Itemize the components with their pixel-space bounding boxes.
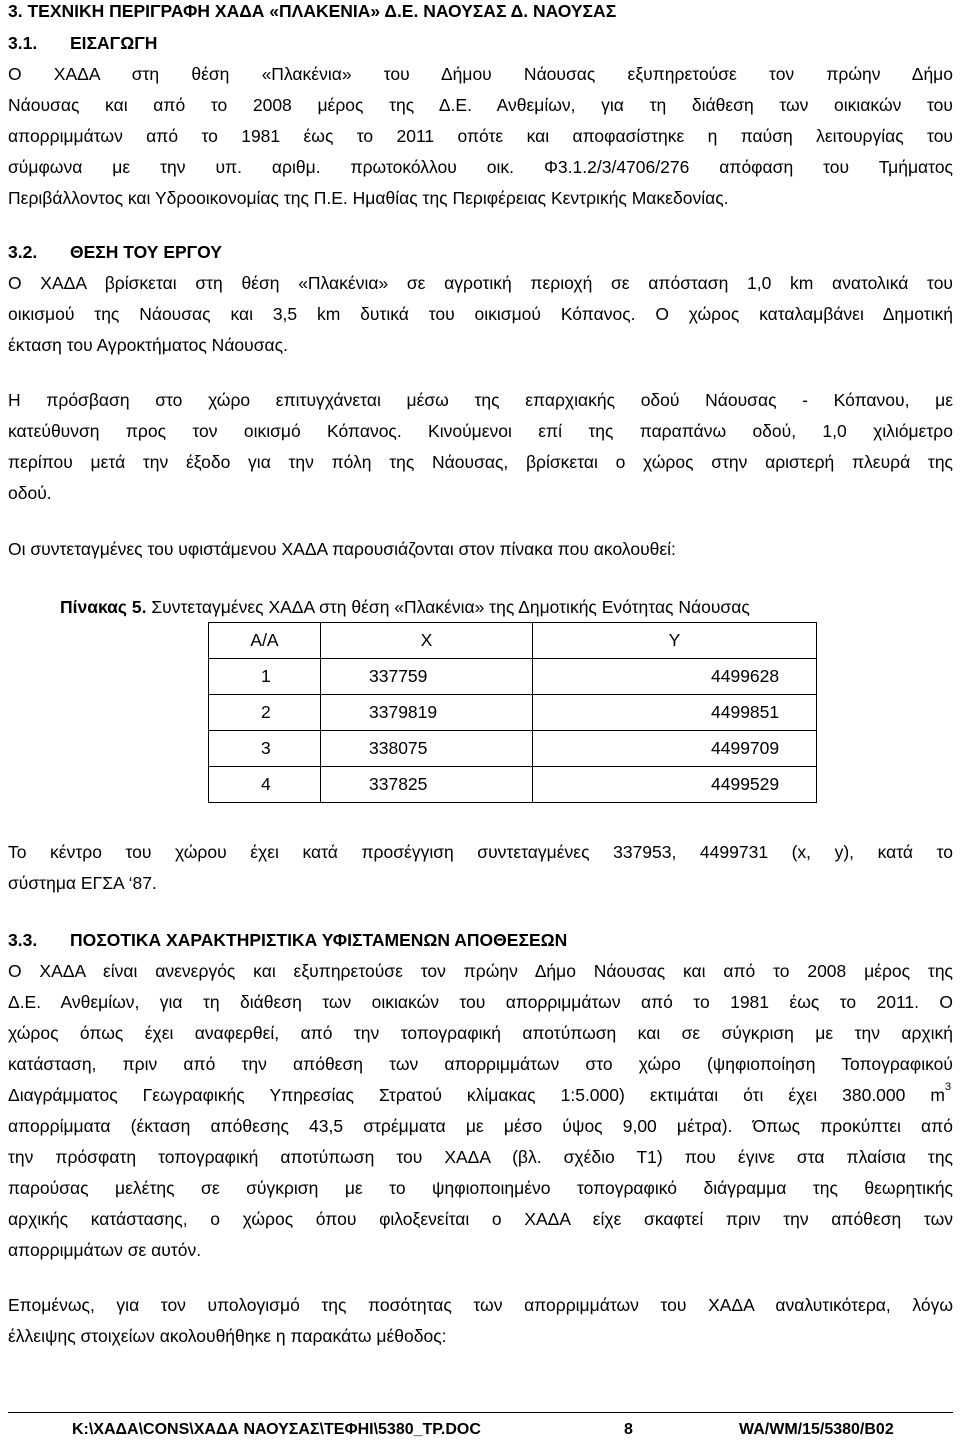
table-cell: 4499628	[533, 659, 817, 695]
paragraph-line: έκταση του Αγροκτήματος Νάουσας.	[8, 335, 288, 355]
section-heading: 3. ΤΕΧΝΙΚΗ ΠΕΡΙΓΡΑΦΗ ΧΑΔΑ «ΠΛΑΚΕΝΙΑ» Δ.Ε. ΝΑΟΥΣΑΣ Δ. ΝΑΟΥΣΑΣ	[8, 1, 617, 21]
subsection-heading-3-3	[8, 929, 953, 951]
column-header: Α/Α	[209, 623, 321, 659]
paragraph-line: κατάσταση, πριν από την απόθεση των απορριμμάτων στο χώρο (ψηφιοποίηση Τοπογραφικού	[8, 1054, 953, 1074]
column-header: Υ	[533, 623, 817, 659]
paragraph-line: Ο ΧΑΔΑ βρίσκεται στη θέση «Πλακένια» σε αγροτική περιοχή σε απόσταση 1,0 km ανατολικά του	[8, 273, 953, 293]
subsection-title: ΕΙΣΑΓΩΓΗ	[70, 33, 158, 53]
paragraph-line-text: Διαγράμματος Γεωγραφικής Υπηρεσίας Στρατού κλίμακας 1:5.000) εκτιμάται ότι έχει 380.000 m	[8, 1085, 945, 1105]
paragraph-line: απορριμμάτων από το 1981 έως το 2011 οπότε και αποφασίστηκε η παύση λειτουργίας του	[8, 126, 953, 146]
paragraph-line: απορρίμματα (έκταση απόθεσης 43,5 στρέμματα με μέσο ύψος 9,00 μέτρα). Όπως προκύπτει από	[8, 1116, 953, 1136]
subsection-heading-3-1	[8, 32, 953, 54]
table-cell: 337825	[321, 767, 533, 803]
paragraph-line: χώρος όπως έχει αναφερθεί, από την τοπογραφική αποτύπωση και σε σύγκριση με την αρχική	[8, 1023, 953, 1043]
table-caption-text: Συντεταγμένες ΧΑΔΑ στη θέση «Πλακένια» της Δημοτικής Ενότητας Νάουσας	[146, 597, 750, 617]
subsection-heading-3-2	[8, 241, 953, 263]
paragraph-line: Ο ΧΑΔΑ στη θέση «Πλακένια» του Δήμου Νάουσας εξυπηρετούσε τον πρώην Δήμο	[8, 64, 953, 84]
paragraph-line: αρχικής κατάστασης, ο χώρος όπου φιλοξενείται ο ΧΑΔΑ είχε σκαφτεί πριν την απόθεση των	[8, 1209, 953, 1229]
table-cell: 4	[209, 767, 321, 803]
column-header: Χ	[321, 623, 533, 659]
paragraph-line: απορριμμάτων σε αυτόν.	[8, 1240, 202, 1260]
paragraph-line: οικισμού της Νάουσας και 3,5 km δυτικά του οικισμού Κόπανος. Ο χώρος καταλαμβάνει Δημοτική	[8, 304, 953, 324]
table-cell: 2	[209, 695, 321, 731]
table-caption-label: Πίνακας 5.	[60, 597, 147, 617]
subsection-title: ΠΟΣΟΤΙΚΑ ΧΑΡΑΚΤΗΡΙΣΤΙΚΑ ΥΦΙΣΤΑΜΕΝΩΝ ΑΠΟΘΕΣΕΩΝ	[70, 930, 568, 950]
table-row	[209, 767, 817, 803]
table-cell: 4499529	[533, 767, 817, 803]
paragraph-line: κατεύθυνση προς τον οικισμό Κόπανος. Κινούμενοι επί της παραπάνω οδού, 1,0 χιλιόμετρο	[8, 421, 953, 441]
subsection-number: 3.3.	[8, 930, 38, 950]
table-row	[209, 695, 817, 731]
table-cell: 3	[209, 731, 321, 767]
paragraph-line: Επομένως, για τον υπολογισμό της ποσότητας των απορριμμάτων του ΧΑΔΑ αναλυτικότερα, λόγω	[8, 1295, 953, 1315]
subsection-number: 3.2.	[8, 242, 38, 262]
table-row	[209, 659, 817, 695]
paragraph-line: σύστημα ΕΓΣΑ ‘87.	[8, 873, 157, 893]
paragraph-line: περίπου μετά την έξοδο για την πόλη της Νάουσας, βρίσκεται ο χώρος στην αριστερή πλευρά της	[8, 452, 953, 472]
footer-page-number: 8	[624, 1421, 633, 1438]
table-row	[209, 731, 817, 767]
footer-document-code: WA/WM/15/5380/B02	[739, 1421, 894, 1438]
table-cell: 1	[209, 659, 321, 695]
paragraph-line: Νάουσας και από το 2008 μέρος της Δ.Ε. Ανθεμίων, για τη διάθεση των οικιακών του	[8, 95, 953, 115]
paragraph-line: Δ.Ε. Ανθεμίων, για τη διάθεση των οικιακών του απορριμμάτων από το 1981 έως το 2011. Ο	[8, 992, 953, 1012]
footer-file-path: K:\ΧΑΔΑ\CONS\ΧΑΔΑ ΝΑΟΥΣΑΣ\ΤΕΦΗΙ\5380_TP.DOC	[72, 1421, 481, 1438]
subsection-number: 3.1.	[8, 33, 38, 53]
table-cell: 338075	[321, 731, 533, 767]
table-cell: 4499851	[533, 695, 817, 731]
paragraph-line: Η πρόσβαση στο χώρο επιτυγχάνεται μέσω της επαρχιακής οδού Νάουσας - Κόπανου, με	[8, 390, 953, 410]
table-cell: 3379819	[321, 695, 533, 731]
paragraph-line: σύμφωνα με την υπ. αριθμ. πρωτοκόλλου οικ. Φ3.1.2/3/4706/276 απόφαση του Τμήματος	[8, 157, 953, 177]
paragraph-line: παρούσας μελέτης σε σύγκριση με το ψηφιοποιημένο τοπογραφικό διάγραμμα της θεωρητικής	[8, 1178, 953, 1198]
table-caption	[60, 596, 750, 618]
table-cell: 4499709	[533, 731, 817, 767]
table-header-row	[209, 623, 817, 659]
coordinates-table	[208, 622, 817, 803]
page-footer	[8, 1412, 953, 1447]
paragraph-line-with-superscript	[8, 1084, 945, 1106]
paragraph-line: Το κέντρο του χώρου έχει κατά προσέγγιση συντεταγμένες 337953, 4499731 (x, y), κατά το	[8, 842, 953, 862]
subsection-title: ΘΕΣΗ ΤΟΥ ΕΡΓΟΥ	[70, 242, 222, 262]
paragraph-line: Περιβάλλοντος και Υδροοικονομίας της Π.Ε. Ημαθίας της Περιφέρειας Κεντρικής Μακεδονίας.	[8, 188, 729, 208]
paragraph-line: έλλειψης στοιχείων ακολουθήθηκε η παρακάτω μέθοδος:	[8, 1326, 447, 1346]
paragraph-line: Ο ΧΑΔΑ είναι ανενεργός και εξυπηρετούσε τον πρώην Δήμο Νάουσας και από το 2008 μέρος της	[8, 961, 953, 981]
paragraph-line: Οι συντεταγμένες του υφιστάμενου ΧΑΔΑ παρουσιάζονται στον πίνακα που ακολουθεί:	[8, 539, 676, 559]
table-cell: 337759	[321, 659, 533, 695]
superscript-unit: 3	[945, 1081, 952, 1093]
paragraph-line: την πρόσφατη τοπογραφική αποτύπωση του ΧΑΔΑ (βλ. σχέδιο Τ1) που έγινε στα πλαίσια της	[8, 1147, 953, 1167]
paragraph-line: οδού.	[8, 483, 52, 503]
